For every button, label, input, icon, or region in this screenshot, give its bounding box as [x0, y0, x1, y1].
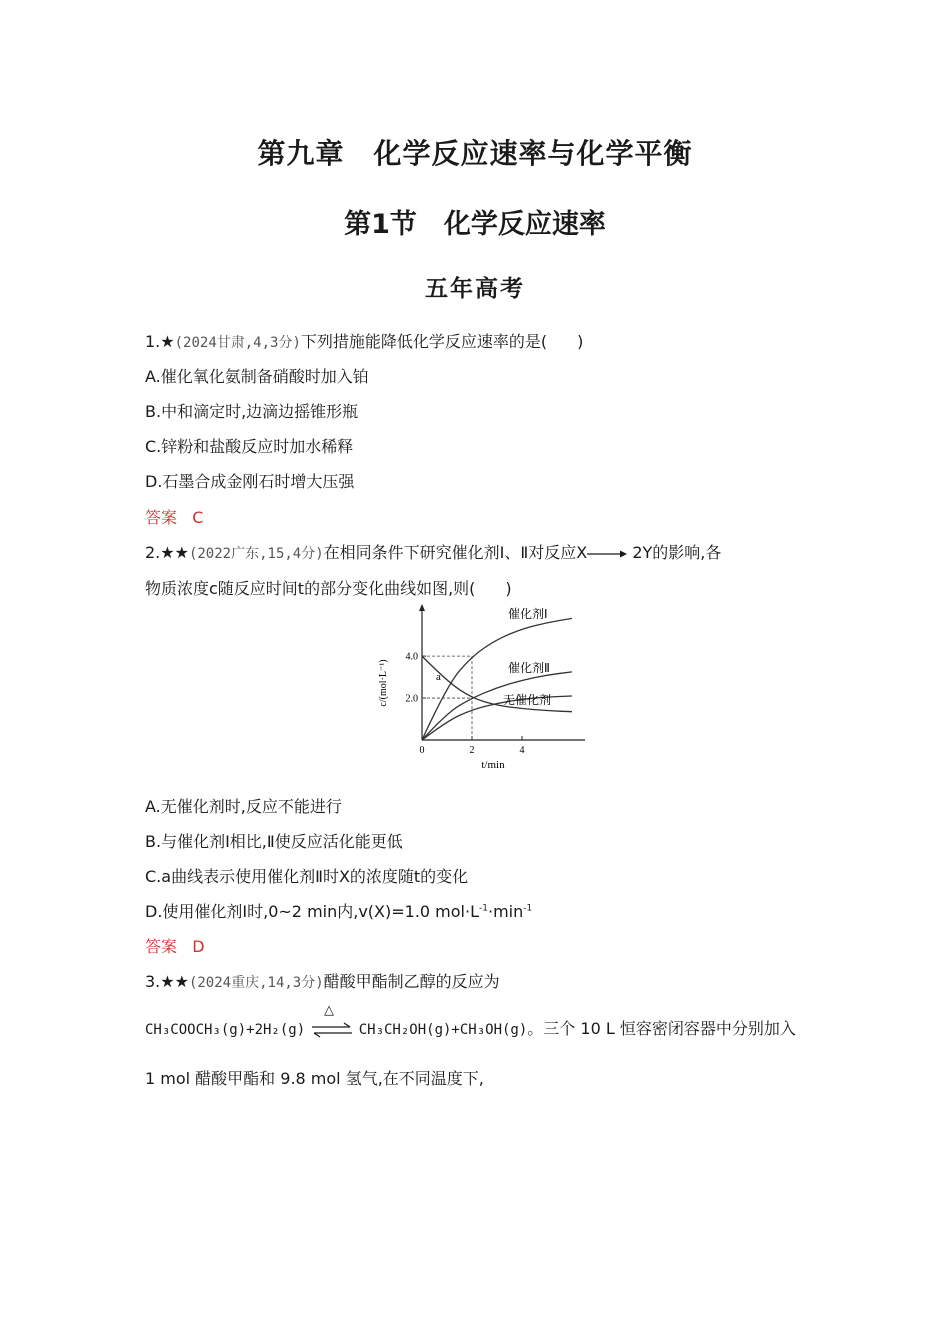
- y-tick-label: 2.0: [405, 693, 418, 705]
- q2-option-c: C.a曲线表示使用催化剂Ⅱ时X的浓度随t的变化: [145, 867, 469, 886]
- q2-option-d-main: D.使用催化剂Ⅰ时,0~2 min内,v(X)=1.0 mol·L: [145, 902, 479, 921]
- chart-layer: [378, 604, 585, 771]
- series-line-催化剂Ⅰ: [422, 618, 572, 740]
- q3-eq-tail: 。三个 10 L 恒容密闭容器中分别加入: [527, 1019, 796, 1038]
- q1-answer-label: 答案: [145, 508, 178, 527]
- label-curve-a: a: [436, 671, 441, 683]
- q1-option-c: C.锌粉和盐酸反应时加水稀释: [145, 437, 354, 456]
- q1-option-b: B.中和滴定时,边滴边摇锥形瓶: [145, 402, 359, 421]
- q2-number: 2.: [145, 543, 161, 562]
- y-tick-label: 4.0: [405, 651, 418, 663]
- q3-stars: ★★: [160, 972, 189, 991]
- subsection-title: 五年高考: [425, 276, 525, 302]
- q2-stars: ★★: [160, 543, 189, 562]
- q2-stem: [145, 540, 721, 563]
- q1-option-a: A.催化氧化氨制备硝酸时加入铂: [145, 367, 369, 386]
- q1-stars: ★: [160, 332, 175, 351]
- q1-stem: [145, 329, 583, 352]
- q2-option-d-sup2: -1: [523, 903, 533, 914]
- q2-stem-line2-text: 物质浓度c随反应时间t的部分变化曲线如图,则(: [145, 579, 476, 598]
- q1-answer: [145, 505, 203, 528]
- chapter-title: 第九章 化学反应速率与化学平衡: [257, 137, 693, 170]
- q2-option-d-sup1: -1: [479, 903, 488, 914]
- label-catalyst-1: 催化剂Ⅰ: [508, 607, 548, 621]
- q3-stem-text: 醋酸甲酯制乙醇的反应为: [323, 972, 500, 991]
- q2-option-a: A.无催化剂时,反应不能进行: [145, 797, 342, 816]
- label-no-catalyst: 无催化剂: [503, 693, 552, 707]
- x-tick-label: 0: [419, 745, 425, 756]
- y-axis-label: c/(mol·L⁻¹): [378, 659, 389, 707]
- x-tick-label: 4: [519, 745, 525, 756]
- q1-stem-text: 下列措施能降低化学反应速率的是(: [300, 332, 548, 351]
- q3-number: 3.: [145, 972, 161, 991]
- y-axis-arrow: [419, 604, 425, 611]
- q3-stem: [145, 969, 500, 992]
- q2-stem-b: 2Y的影响,各: [632, 543, 722, 562]
- q3-eq-right: CH₃CH₂OH(g)+CH₃OH(g): [358, 1022, 528, 1038]
- q1-close-paren: ): [577, 332, 584, 351]
- eq-condition: △: [323, 1002, 334, 1018]
- q2-option-d-mid: ·min: [487, 902, 524, 921]
- q2-stem-line2: [145, 576, 512, 599]
- concentration-chart: [370, 602, 585, 774]
- q1-source: (2024甘肃,4,3分): [174, 335, 301, 351]
- label-catalyst-2: 催化剂Ⅱ: [508, 661, 550, 675]
- q3-source: (2024重庆,14,3分): [188, 975, 324, 991]
- q2-answer: [145, 934, 205, 957]
- q2-answer-label: 答案: [145, 937, 178, 956]
- x-tick-label: 2: [469, 745, 475, 756]
- q1-number: 1.: [145, 332, 161, 351]
- x-axis-label: t/min: [481, 759, 505, 771]
- q2-answer-value: D: [192, 937, 205, 956]
- q3-eq-left: CH₃COOCH₃(g)+2H₂(g): [145, 1022, 306, 1038]
- q2-option-d: [145, 899, 532, 922]
- q2-source: (2022广东,15,4分): [188, 546, 324, 562]
- q2-stem-a: 在相同条件下研究催化剂Ⅰ、Ⅱ对反应X: [323, 543, 588, 562]
- q1-option-d: D.石墨合成金刚石时增大压强: [145, 472, 355, 491]
- q3-equation: [145, 1002, 796, 1041]
- reaction-arrow-icon: [587, 549, 627, 559]
- q2-option-b: B.与催化剂Ⅰ相比,Ⅱ使反应活化能更低: [145, 832, 403, 851]
- q3-line3: 1 mol 醋酸甲酯和 9.8 mol 氢气,在不同温度下,: [145, 1069, 484, 1088]
- equilibrium-arrow-icon: [310, 1002, 354, 1041]
- q2-close-paren: ): [505, 579, 512, 598]
- q1-answer-value: C: [192, 508, 204, 527]
- section-title: 第1节 化学反应速率: [344, 209, 606, 240]
